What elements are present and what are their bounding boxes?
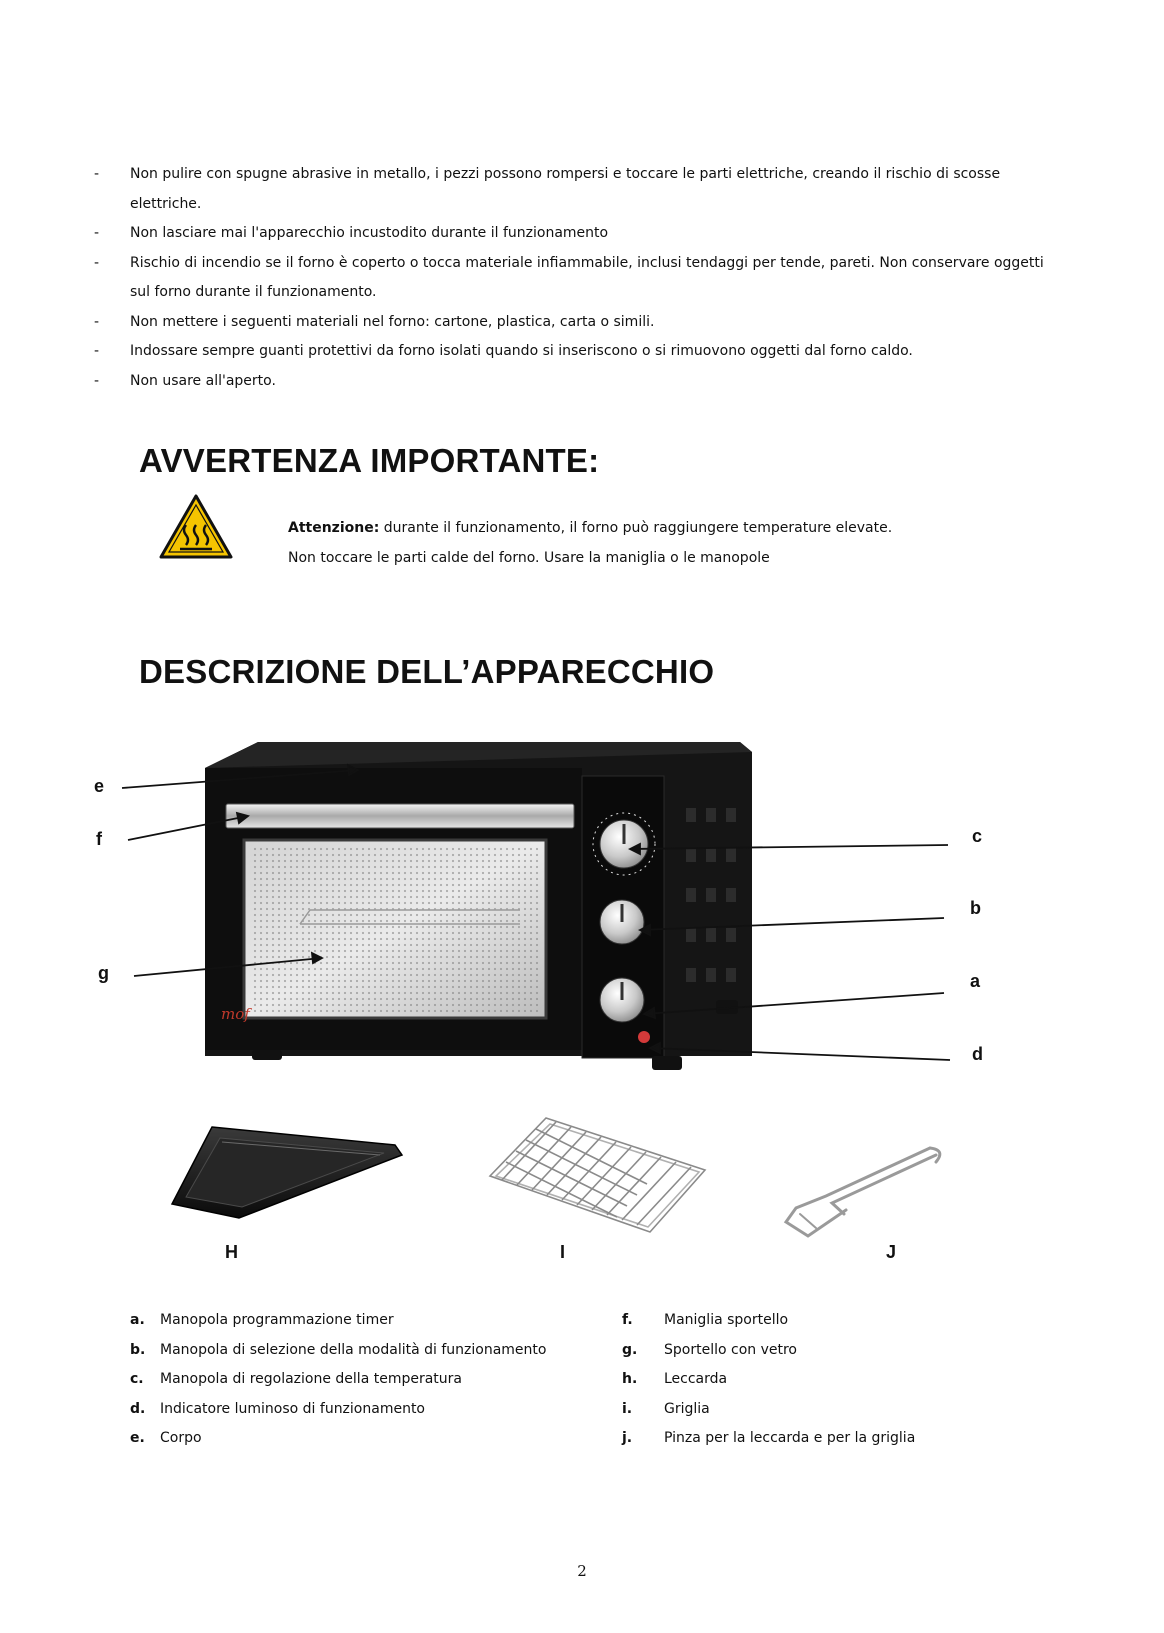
callout-f: f xyxy=(96,829,102,849)
wire-rack-image xyxy=(490,1118,705,1232)
list-item: - Non lasciare mai l'apparecchio incustodito durante il funzionamento xyxy=(94,219,1054,249)
parts-legend-right xyxy=(622,1306,915,1454)
parts-legend-left xyxy=(130,1306,546,1454)
accessory-label-h: H xyxy=(225,1242,238,1262)
callout-g: g xyxy=(98,963,109,983)
legend-item: g. Sportello con vetro xyxy=(622,1341,797,1358)
legend-item: f. Maniglia sportello xyxy=(622,1312,789,1328)
accessory-label-i: I xyxy=(560,1242,566,1262)
list-item: - Rischio di incendio se il forno è coperto o tocca materiale infiammabile, inclusi tendaggi per tende, pareti. Non conservare oggetti sul forno durante il funzionamento. xyxy=(94,249,1054,308)
callout-b: b xyxy=(970,898,981,918)
oven-image xyxy=(205,742,752,1070)
callout-a: a xyxy=(970,971,981,991)
accessory-label-j: J xyxy=(886,1242,897,1262)
legend-item: b. Manopola di selezione della modalità di funzionamento xyxy=(130,1341,547,1358)
warning-line-1: Attenzione: durante il funzionamento, il forno può raggiungere temperature elevate. xyxy=(288,520,893,536)
legend-item: c. Manopola di regolazione della temperatura xyxy=(130,1371,462,1387)
warning-lead: Attenzione: xyxy=(288,520,380,536)
callout-d: d xyxy=(972,1044,983,1064)
description-title: DESCRIZIONE DELL’APPARECCHIO xyxy=(139,653,715,690)
callout-c: c xyxy=(972,826,983,846)
legend-item: i. Griglia xyxy=(622,1400,710,1417)
legend-item: d. Indicatore luminoso di funzionamento xyxy=(130,1400,425,1417)
legend-item: j. Pinza per la leccarda e per la griglia xyxy=(622,1430,916,1446)
list-item: - Non usare all'aperto. xyxy=(94,367,1054,397)
list-item: - Indossare sempre guanti protettivi da forno isolati quando si inseriscono o si rimuovono oggetti dal forno caldo. xyxy=(94,337,1054,367)
list-item: - Non mettere i seguenti materiali nel forno: cartone, plastica, carta o simili. xyxy=(94,308,1054,338)
oven-door-handle xyxy=(226,804,574,828)
drip-tray-image xyxy=(172,1127,402,1218)
warning-line-2: Non toccare le parti calde del forno. Usare la maniglia o le manopole xyxy=(288,550,770,566)
legend-item: a. Manopola programmazione timer xyxy=(130,1312,394,1328)
callout-e: e xyxy=(94,776,105,796)
legend-item: e. Corpo xyxy=(130,1430,202,1446)
tongs-image xyxy=(786,1148,940,1236)
power-indicator-light xyxy=(638,1031,650,1043)
list-item: - Non pulire con spugne abrasive in metallo, i pezzi possono rompersi e toccare le parti elettriche, creando il rischio di scosse elettriche. xyxy=(94,160,1054,219)
oven-brand-logo: mof xyxy=(221,1005,250,1023)
legend-item: h. Leccarda xyxy=(622,1371,728,1387)
warning-title: AVVERTENZA IMPORTANTE: xyxy=(139,442,600,479)
page-number: 2 xyxy=(577,1562,587,1580)
